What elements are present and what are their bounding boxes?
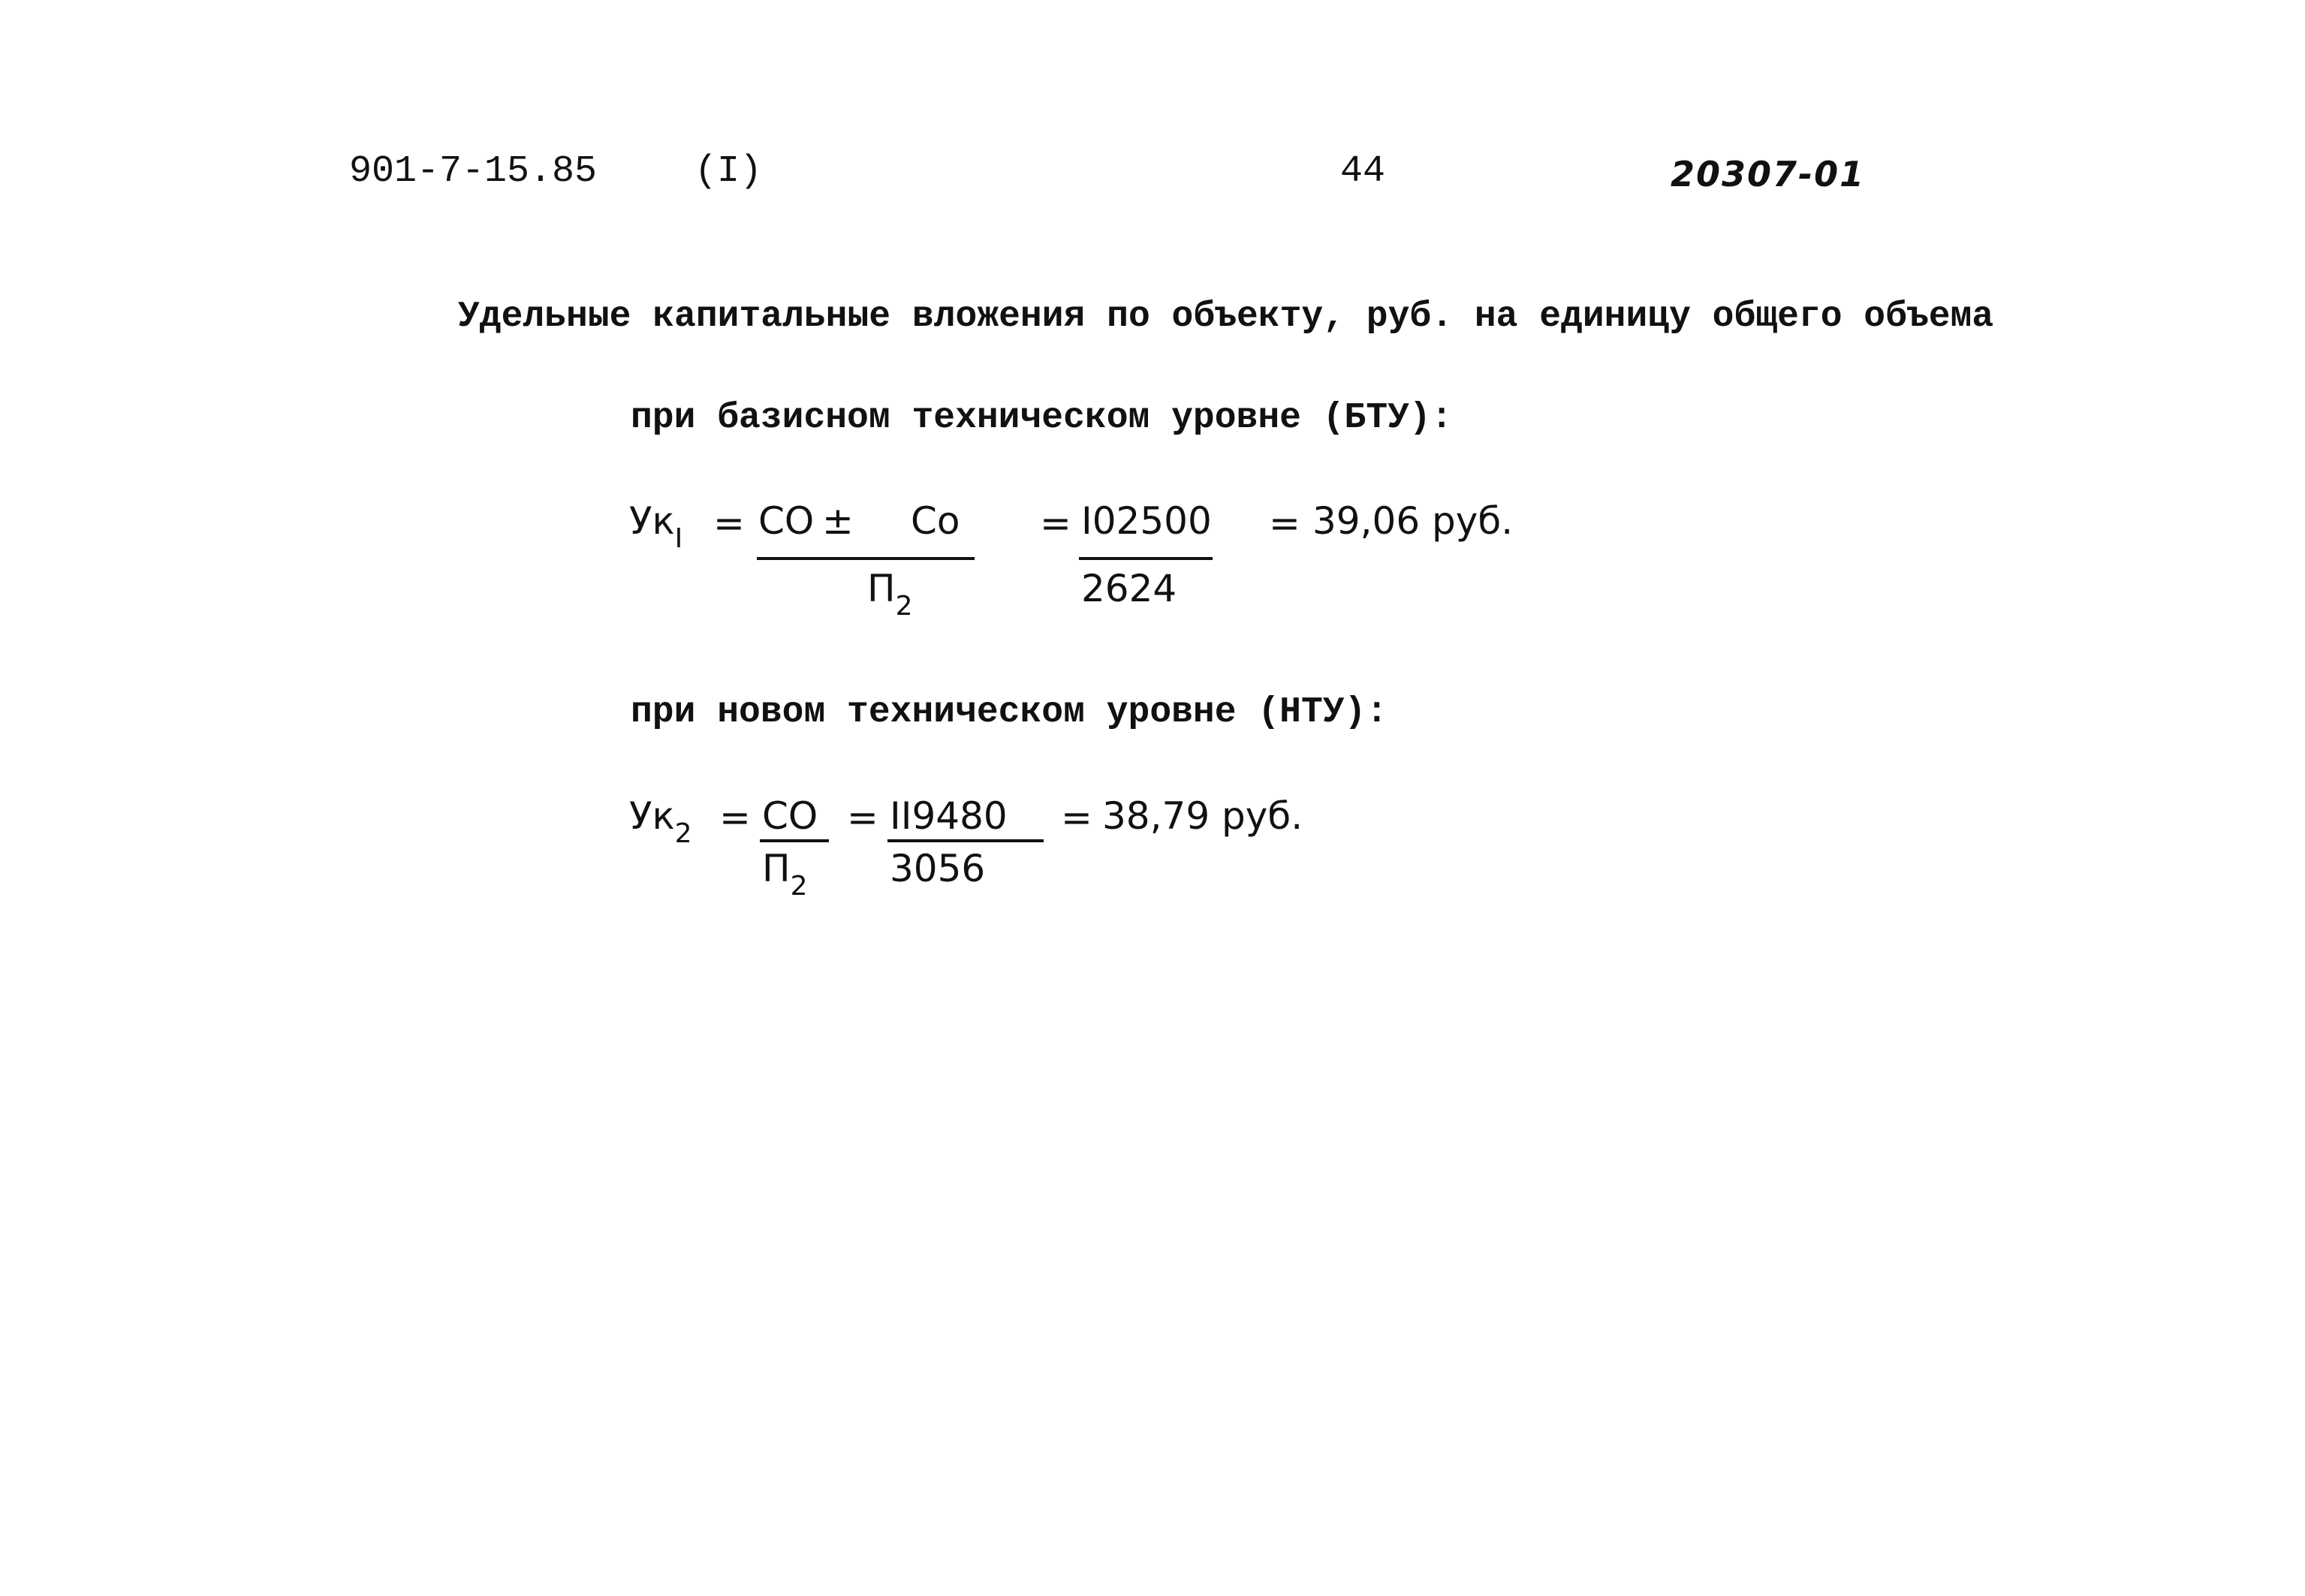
section-number: (I) <box>695 150 763 193</box>
numerator-value: I02500 <box>1081 499 1212 543</box>
numerator-term: Со <box>911 499 960 543</box>
denominator-value: 3056 <box>890 847 986 890</box>
numerator-term: СО <box>762 794 818 838</box>
plus-minus-sign: ± <box>822 499 854 543</box>
formula-lhs <box>629 794 692 849</box>
fraction-bar <box>887 839 1044 842</box>
lhs-subscript: I <box>674 523 683 554</box>
equals-sign: = <box>1269 501 1300 545</box>
formula-lhs <box>629 499 683 554</box>
handwritten-sheet-id: 20307-01 <box>1671 154 1866 194</box>
ntu-heading: при новом техническом уровне (НТУ): <box>631 692 1388 733</box>
page-number: 44 <box>1340 150 1386 193</box>
denominator <box>762 847 808 902</box>
equals-sign: = <box>1061 796 1092 839</box>
formula-result: 38,79 руб. <box>1102 794 1303 838</box>
intro-paragraph: Удельные капитальные вложения по объекту, руб. на единицу общего объема <box>458 297 1994 337</box>
fraction-bar <box>1079 557 1213 560</box>
equals-sign: = <box>713 501 745 545</box>
den-base: П <box>867 567 896 610</box>
numerator-value: II9480 <box>890 794 1008 838</box>
document-code: 901-7-15.85 <box>349 150 598 193</box>
den-base: П <box>762 847 791 890</box>
fraction-bar <box>757 557 975 560</box>
lhs-subscript: 2 <box>674 818 692 849</box>
fraction-bar <box>760 839 829 842</box>
equals-sign: = <box>719 796 751 839</box>
den-subscript: 2 <box>790 871 808 902</box>
formula-result: 39,06 руб. <box>1312 499 1514 543</box>
lhs-base: Ук <box>629 499 675 543</box>
numerator-term: СО <box>758 499 815 543</box>
btu-heading: при базисном техническом уровне (БТУ): <box>631 398 1453 438</box>
denominator <box>867 567 913 622</box>
den-subscript: 2 <box>895 591 913 622</box>
denominator-value: 2624 <box>1081 567 1177 610</box>
equals-sign: = <box>1040 501 1071 545</box>
lhs-base: Ук <box>629 794 675 838</box>
equals-sign: = <box>847 796 878 839</box>
